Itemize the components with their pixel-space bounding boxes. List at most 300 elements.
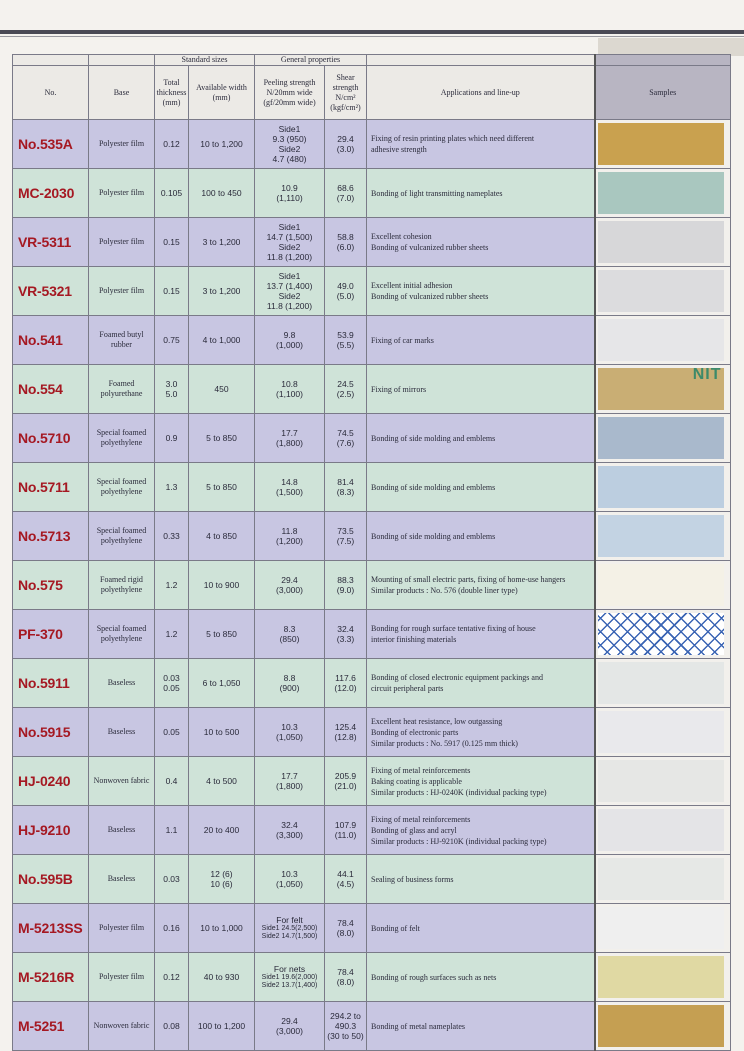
cell-line: Side2 bbox=[278, 144, 301, 154]
total-thickness: 0.08 bbox=[155, 1002, 189, 1051]
shear-strength bbox=[325, 757, 367, 806]
swatch-stamp-text: NIT bbox=[692, 368, 722, 383]
product-number: No.5915 bbox=[13, 708, 89, 757]
cell-line: (3,000) bbox=[276, 1026, 303, 1036]
product-number: MC-2030 bbox=[13, 169, 89, 218]
cell-line: 88.3 bbox=[337, 575, 354, 585]
cell-line: Side1 bbox=[278, 124, 301, 134]
cell-line: Side1 19.6(2,000) bbox=[261, 974, 318, 981]
peeling-strength bbox=[255, 904, 325, 953]
table-row bbox=[13, 855, 731, 904]
product-base: Nonwoven fabric bbox=[89, 1002, 155, 1051]
cell-line: Bonding of light transmitting nameplates bbox=[371, 188, 503, 198]
applications bbox=[367, 561, 595, 610]
product-number: M-5251 bbox=[13, 1002, 89, 1051]
applications bbox=[367, 267, 595, 316]
cell-line: Fixing of mirrors bbox=[371, 384, 427, 394]
applications bbox=[367, 659, 595, 708]
col-base: Base bbox=[89, 66, 155, 120]
total-thickness: 0.9 bbox=[155, 414, 189, 463]
col-samples: Samples bbox=[595, 66, 731, 120]
cell-line: adhesive strength bbox=[371, 145, 427, 154]
product-base: Polyester film bbox=[89, 169, 155, 218]
cell-line: Side2 bbox=[278, 291, 301, 301]
sample-swatch bbox=[598, 711, 724, 753]
cell-line: (850) bbox=[279, 634, 300, 644]
cell-line: 17.7 bbox=[281, 771, 298, 781]
peeling-strength bbox=[255, 659, 325, 708]
cell-line: 9.3 (950) bbox=[272, 134, 307, 144]
cell-line: Excellent cohesion bbox=[371, 232, 432, 241]
peeling-strength bbox=[255, 267, 325, 316]
cell-line: Bonding of glass and acryl bbox=[371, 825, 457, 835]
total-thickness: 0.15 bbox=[155, 267, 189, 316]
table-row bbox=[13, 267, 731, 316]
available-width: 5 to 850 bbox=[189, 414, 255, 463]
available-width: 10 to 1,000 bbox=[189, 904, 255, 953]
total-thickness bbox=[155, 365, 189, 414]
cell-line: Similar products : HJ-0240K (individual packing type) bbox=[371, 787, 547, 797]
shear-strength bbox=[325, 561, 367, 610]
cell-line: 4.7 (480) bbox=[272, 154, 307, 164]
total-thickness: 0.12 bbox=[155, 120, 189, 169]
cell-line: 78.4 bbox=[337, 967, 354, 977]
product-number: M-5213SS bbox=[13, 904, 89, 953]
sample-cell bbox=[595, 512, 731, 561]
header-blank-1 bbox=[13, 55, 89, 66]
sample-cell bbox=[595, 806, 731, 855]
product-number: HJ-0240 bbox=[13, 757, 89, 806]
cell-line: (8.0) bbox=[336, 928, 355, 938]
table-row bbox=[13, 316, 731, 365]
sample-swatch bbox=[598, 662, 724, 704]
table-row bbox=[13, 806, 731, 855]
product-base: Special foamed polyethylene bbox=[89, 610, 155, 659]
cell-line: interior finishing materials bbox=[371, 635, 457, 644]
product-number: No.554 bbox=[13, 365, 89, 414]
cell-line: 10.3 bbox=[281, 722, 298, 732]
sample-swatch bbox=[598, 172, 724, 214]
cell-line: Side1 24.5(2,500) bbox=[261, 925, 318, 932]
sample-cell bbox=[595, 218, 731, 267]
product-base: Polyester film bbox=[89, 953, 155, 1002]
peeling-strength bbox=[255, 414, 325, 463]
table-row bbox=[13, 659, 731, 708]
cell-line: 10.3 bbox=[281, 869, 298, 879]
peeling-strength bbox=[255, 708, 325, 757]
product-base: Polyester film bbox=[89, 267, 155, 316]
total-thickness: 1.2 bbox=[155, 561, 189, 610]
cell-line: 74.5 bbox=[337, 428, 354, 438]
product-number: No.5713 bbox=[13, 512, 89, 561]
cell-line: (12.0) bbox=[334, 683, 357, 693]
sample-cell bbox=[595, 659, 731, 708]
total-thickness: 0.75 bbox=[155, 316, 189, 365]
total-thickness: 0.03 bbox=[155, 855, 189, 904]
applications bbox=[367, 169, 595, 218]
cell-line: Bonding of electronic parts bbox=[371, 727, 459, 737]
available-width: 6 to 1,050 bbox=[189, 659, 255, 708]
applications bbox=[367, 757, 595, 806]
cell-line: Similar products : HJ-9210K (individual packing type) bbox=[371, 836, 547, 846]
available-width: 20 to 400 bbox=[189, 806, 255, 855]
cell-line: Side1 bbox=[278, 271, 301, 281]
cell-line: Bonding of felt bbox=[371, 923, 420, 933]
cell-line: Bonding of side molding and emblems bbox=[371, 531, 496, 541]
table-row bbox=[13, 953, 731, 1002]
cell-line: 44.1 bbox=[337, 869, 354, 879]
peeling-strength bbox=[255, 365, 325, 414]
sample-swatch bbox=[598, 858, 724, 900]
sample-swatch bbox=[598, 515, 724, 557]
cell-line: (9.0) bbox=[336, 585, 355, 595]
table-row bbox=[13, 365, 731, 414]
cell-line: (5.5) bbox=[336, 340, 355, 350]
cell-line: (2.5) bbox=[336, 389, 355, 399]
product-base: Baseless bbox=[89, 855, 155, 904]
available-width: 100 to 450 bbox=[189, 169, 255, 218]
table-row bbox=[13, 708, 731, 757]
available-width: 10 to 500 bbox=[189, 708, 255, 757]
cell-line: 53.9 bbox=[337, 330, 354, 340]
cell-line: (30 to 50) bbox=[327, 1031, 364, 1041]
available-width: 4 to 500 bbox=[189, 757, 255, 806]
product-number: VR-5311 bbox=[13, 218, 89, 267]
cell-line: 12 (6) bbox=[210, 869, 233, 879]
table-row bbox=[13, 610, 731, 659]
product-base: Special foamed polyethylene bbox=[89, 414, 155, 463]
cell-line: 8.8 bbox=[283, 673, 296, 683]
product-number: PF-370 bbox=[13, 610, 89, 659]
header-blank-4 bbox=[595, 55, 731, 66]
shear-strength bbox=[325, 708, 367, 757]
cell-line: (5.0) bbox=[336, 291, 355, 301]
shear-strength bbox=[325, 659, 367, 708]
applications bbox=[367, 463, 595, 512]
cell-line: (1,050) bbox=[276, 879, 303, 889]
available-width: 100 to 1,200 bbox=[189, 1002, 255, 1051]
cell-line: 32.4 bbox=[281, 820, 298, 830]
total-thickness: 0.33 bbox=[155, 512, 189, 561]
product-base: Foamed rigid polyethylene bbox=[89, 561, 155, 610]
shear-strength bbox=[325, 267, 367, 316]
total-thickness: 1.2 bbox=[155, 610, 189, 659]
cell-line: Bonding of side molding and emblems bbox=[371, 433, 496, 443]
cell-line: For felt bbox=[276, 915, 303, 925]
sample-cell bbox=[595, 1002, 731, 1051]
cell-line: 9.8 bbox=[283, 330, 296, 340]
cell-line: Side2 13.7(1,400) bbox=[261, 982, 318, 989]
table-body bbox=[13, 120, 731, 1051]
sample-cell bbox=[595, 610, 731, 659]
cell-line: 29.4 bbox=[281, 575, 298, 585]
sample-cell bbox=[595, 267, 731, 316]
product-base: Polyester film bbox=[89, 120, 155, 169]
applications bbox=[367, 414, 595, 463]
product-table bbox=[12, 54, 731, 1051]
col-apps: Applications and line-up bbox=[367, 66, 595, 120]
applications bbox=[367, 512, 595, 561]
table-row bbox=[13, 512, 731, 561]
cell-line: Baking coating is applicable bbox=[371, 776, 462, 786]
cell-line: 58.8 bbox=[337, 232, 354, 242]
cell-line: 11.8 bbox=[281, 526, 298, 536]
cell-line: 107.9 bbox=[334, 820, 357, 830]
cell-line: (7.6) bbox=[336, 438, 355, 448]
applications bbox=[367, 855, 595, 904]
applications bbox=[367, 120, 595, 169]
total-thickness bbox=[155, 659, 189, 708]
shear-strength bbox=[325, 953, 367, 1002]
product-base: Foamed butyl rubber bbox=[89, 316, 155, 365]
sample-cell bbox=[595, 120, 731, 169]
sample-swatch bbox=[598, 466, 724, 508]
total-thickness: 1.1 bbox=[155, 806, 189, 855]
sample-swatch bbox=[598, 417, 724, 459]
peeling-strength bbox=[255, 1002, 325, 1051]
cell-line: Fixing of metal reinforcements bbox=[371, 814, 471, 824]
cell-line: 11.8 (1,200) bbox=[266, 252, 313, 262]
cell-line: 24.5 bbox=[337, 379, 354, 389]
applications bbox=[367, 806, 595, 855]
peeling-strength bbox=[255, 953, 325, 1002]
sample-swatch bbox=[598, 809, 724, 851]
applications bbox=[367, 708, 595, 757]
cell-line: 78.4 bbox=[337, 918, 354, 928]
shear-strength bbox=[325, 414, 367, 463]
applications bbox=[367, 218, 595, 267]
sample-swatch bbox=[598, 123, 724, 165]
cell-line: Bonding of side molding and emblems bbox=[371, 482, 496, 492]
cell-line: (3,000) bbox=[276, 585, 303, 595]
col-no: No. bbox=[13, 66, 89, 120]
available-width: 4 to 1,000 bbox=[189, 316, 255, 365]
shear-strength bbox=[325, 904, 367, 953]
shear-strength bbox=[325, 512, 367, 561]
peeling-strength bbox=[255, 610, 325, 659]
total-thickness: 0.16 bbox=[155, 904, 189, 953]
product-base: Foamed polyurethane bbox=[89, 365, 155, 414]
total-thickness: 1.3 bbox=[155, 463, 189, 512]
col-shear: Shear strength N/cm² (kgf/cm²) bbox=[325, 66, 367, 120]
cell-line: Fixing of car marks bbox=[371, 335, 434, 345]
available-width: 450 bbox=[189, 365, 255, 414]
sample-swatch bbox=[598, 270, 724, 312]
cell-line: 68.6 bbox=[337, 183, 354, 193]
cell-line: (1,200) bbox=[276, 536, 303, 546]
product-base: Nonwoven fabric bbox=[89, 757, 155, 806]
cell-line: 13.7 (1,400) bbox=[266, 281, 313, 291]
sample-cell bbox=[595, 708, 731, 757]
applications bbox=[367, 1002, 595, 1051]
sample-swatch bbox=[598, 907, 724, 949]
peeling-strength bbox=[255, 806, 325, 855]
product-number: No.5711 bbox=[13, 463, 89, 512]
cell-line: 205.9 bbox=[334, 771, 357, 781]
shear-strength bbox=[325, 316, 367, 365]
peeling-strength bbox=[255, 169, 325, 218]
cell-line: Similar products : No. 576 (double liner type) bbox=[371, 586, 518, 595]
product-number: VR-5321 bbox=[13, 267, 89, 316]
col-peel: Peeling strength N/20mm wide (gf/20mm wide) bbox=[255, 66, 325, 120]
sample-cell bbox=[595, 561, 731, 610]
cell-line: 294.2 to bbox=[330, 1011, 361, 1021]
cell-line: 3.0 bbox=[165, 379, 178, 389]
cell-line: (11.0) bbox=[334, 830, 357, 840]
cell-line: (6.0) bbox=[336, 242, 355, 252]
available-width: 10 to 1,200 bbox=[189, 120, 255, 169]
sample-cell bbox=[595, 757, 731, 806]
sample-cell bbox=[595, 316, 731, 365]
cell-line: 117.6 bbox=[335, 673, 356, 683]
available-width: 3 to 1,200 bbox=[189, 218, 255, 267]
shear-strength bbox=[325, 855, 367, 904]
sample-swatch bbox=[598, 760, 724, 802]
shear-strength bbox=[325, 365, 367, 414]
sample-swatch bbox=[598, 368, 724, 410]
available-width: 40 to 930 bbox=[189, 953, 255, 1002]
cell-line: 8.3 bbox=[283, 624, 296, 634]
applications bbox=[367, 904, 595, 953]
cell-line: 29.4 bbox=[337, 134, 354, 144]
cell-line: (21.0) bbox=[334, 781, 357, 791]
cell-line: 17.7 bbox=[281, 428, 298, 438]
table-row bbox=[13, 463, 731, 512]
cell-line: Side2 bbox=[278, 242, 301, 252]
sample-swatch bbox=[598, 1005, 724, 1047]
applications bbox=[367, 316, 595, 365]
cell-line: 10.8 bbox=[281, 379, 298, 389]
peeling-strength bbox=[255, 855, 325, 904]
sample-swatch bbox=[598, 319, 724, 361]
cell-line: Bonding of vulcanized rubber sheets bbox=[371, 292, 489, 301]
total-thickness: 0.105 bbox=[155, 169, 189, 218]
cell-line: (8.0) bbox=[336, 977, 355, 987]
product-base: Baseless bbox=[89, 659, 155, 708]
cell-line: Excellent initial adhesion bbox=[371, 281, 453, 290]
sample-cell bbox=[595, 169, 731, 218]
cell-line: Bonding of metal nameplates bbox=[371, 1021, 465, 1031]
product-number: No.541 bbox=[13, 316, 89, 365]
sample-cell bbox=[595, 855, 731, 904]
available-width: 5 to 850 bbox=[189, 610, 255, 659]
sample-cell bbox=[595, 365, 731, 414]
product-number: No.5911 bbox=[13, 659, 89, 708]
sample-swatch bbox=[598, 221, 724, 263]
cell-line: (7.5) bbox=[336, 536, 355, 546]
product-number: No.5710 bbox=[13, 414, 89, 463]
cell-line: (3,300) bbox=[276, 830, 303, 840]
cell-line: Similar products : No. 5917 (0.125 mm thick) bbox=[371, 738, 518, 748]
group-standard-sizes: Standard sizes bbox=[155, 55, 255, 66]
cell-line: 14.8 bbox=[281, 477, 298, 487]
peeling-strength bbox=[255, 316, 325, 365]
cell-line: 0.03 bbox=[163, 673, 180, 683]
shear-strength bbox=[325, 806, 367, 855]
available-width: 10 to 900 bbox=[189, 561, 255, 610]
available-width bbox=[189, 855, 255, 904]
total-thickness: 0.05 bbox=[155, 708, 189, 757]
table-row bbox=[13, 169, 731, 218]
product-base: Special foamed polyethylene bbox=[89, 512, 155, 561]
cell-line: (1,100) bbox=[276, 389, 303, 399]
cell-line: 490.3 bbox=[334, 1021, 357, 1031]
cell-line: (3.0) bbox=[336, 144, 355, 154]
cell-line: (1,800) bbox=[276, 438, 303, 448]
peeling-strength bbox=[255, 218, 325, 267]
cell-line: (4.5) bbox=[336, 879, 355, 889]
sample-cell bbox=[595, 953, 731, 1002]
peeling-strength bbox=[255, 512, 325, 561]
cell-line: (1,800) bbox=[276, 781, 303, 791]
cell-line: (12.8) bbox=[334, 732, 357, 742]
peeling-strength bbox=[255, 463, 325, 512]
cell-line: 49.0 bbox=[337, 281, 354, 291]
cell-line: Bonding of vulcanized rubber sheets bbox=[371, 243, 489, 252]
cell-line: Bonding of rough surfaces such as nets bbox=[371, 972, 497, 982]
cell-line: (1,050) bbox=[276, 732, 303, 742]
table-row bbox=[13, 1002, 731, 1051]
sample-cell bbox=[595, 414, 731, 463]
shear-strength bbox=[325, 169, 367, 218]
applications bbox=[367, 610, 595, 659]
shear-strength bbox=[325, 610, 367, 659]
product-base: Polyester film bbox=[89, 904, 155, 953]
cell-line: 73.5 bbox=[337, 526, 354, 536]
cell-line: 32.4 bbox=[337, 624, 354, 634]
col-width: Available width (mm) bbox=[189, 66, 255, 120]
shear-strength bbox=[325, 218, 367, 267]
header-blank-3 bbox=[367, 55, 595, 66]
total-thickness: 0.12 bbox=[155, 953, 189, 1002]
sample-swatch bbox=[598, 564, 724, 606]
cell-line: (900) bbox=[279, 683, 300, 693]
peeling-strength bbox=[255, 120, 325, 169]
cell-line: (1,500) bbox=[276, 487, 303, 497]
table-row bbox=[13, 757, 731, 806]
product-base: Baseless bbox=[89, 806, 155, 855]
group-general-properties: General properties bbox=[255, 55, 367, 66]
cell-line: (8.3) bbox=[336, 487, 355, 497]
cell-line: Side1 bbox=[278, 222, 301, 232]
top-rule-thin bbox=[0, 36, 744, 37]
cell-line: Side2 14.7(1,500) bbox=[261, 933, 318, 940]
cell-line: 29.4 bbox=[281, 1016, 298, 1026]
cell-line: (1,000) bbox=[276, 340, 303, 350]
available-width: 3 to 1,200 bbox=[189, 267, 255, 316]
cell-line: (1,110) bbox=[276, 193, 303, 203]
total-thickness: 0.15 bbox=[155, 218, 189, 267]
col-thickness: Total thickness (mm) bbox=[155, 66, 189, 120]
cell-line: For nets bbox=[273, 964, 306, 974]
cell-line: Mounting of small electric parts, fixing of home-use hangers bbox=[371, 575, 566, 584]
cell-line: (7.0) bbox=[336, 193, 355, 203]
table-row bbox=[13, 218, 731, 267]
product-number: No.575 bbox=[13, 561, 89, 610]
table-row bbox=[13, 120, 731, 169]
cell-line: 81.4 bbox=[337, 477, 354, 487]
table-row bbox=[13, 414, 731, 463]
cell-line: 14.7 (1,500) bbox=[266, 232, 313, 242]
product-number: HJ-9210 bbox=[13, 806, 89, 855]
cell-line: Sealing of business forms bbox=[371, 874, 454, 884]
applications bbox=[367, 365, 595, 414]
shear-strength bbox=[325, 463, 367, 512]
peeling-strength bbox=[255, 561, 325, 610]
product-number: No.535A bbox=[13, 120, 89, 169]
product-base: Special foamed polyethylene bbox=[89, 463, 155, 512]
cell-line: 10 (6) bbox=[210, 879, 233, 889]
